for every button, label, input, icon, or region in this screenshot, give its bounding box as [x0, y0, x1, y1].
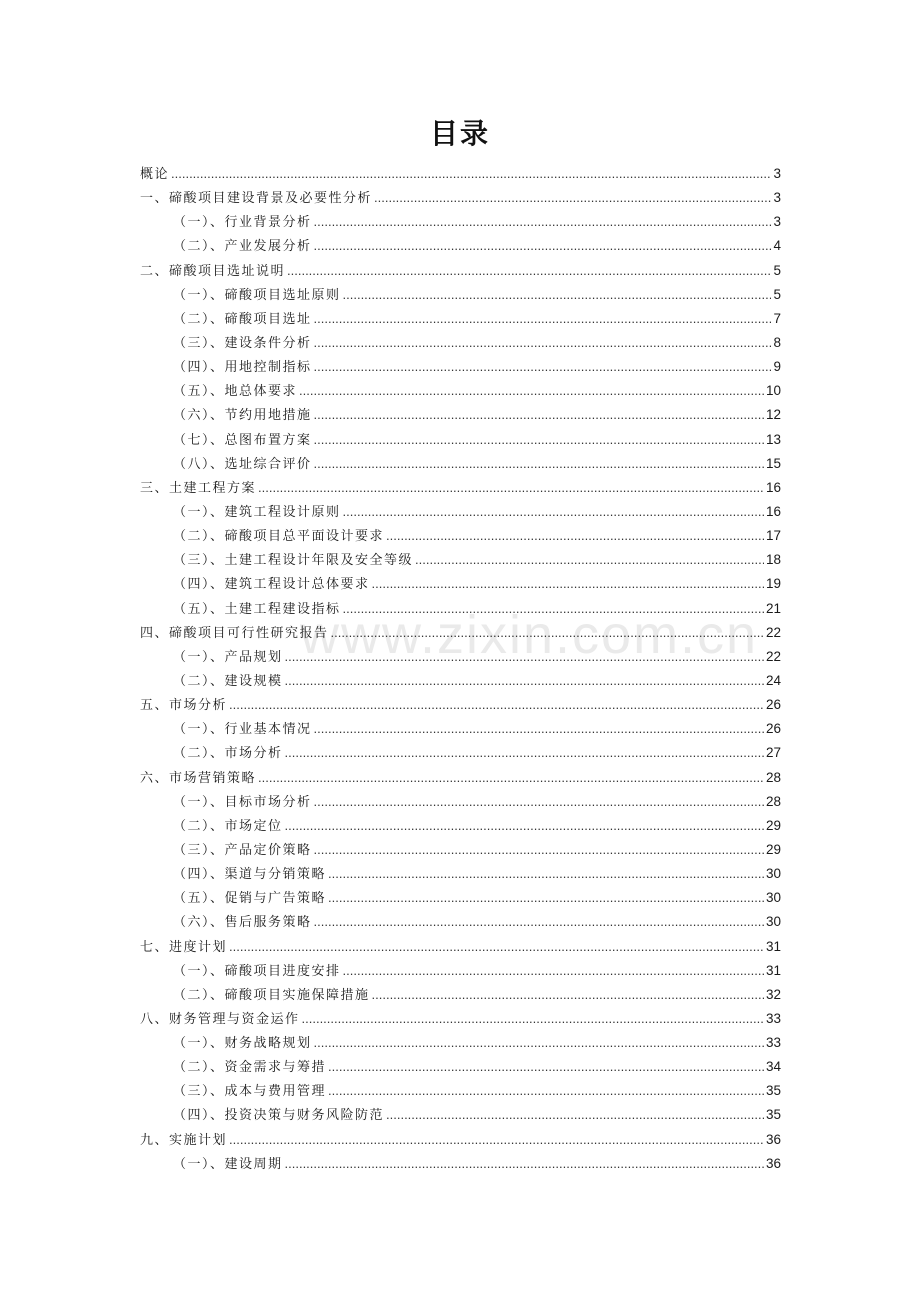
toc-section-entry[interactable] [140, 162, 781, 186]
toc-entry-label: （四）、建筑工程设计总体要求 [173, 577, 370, 593]
toc-section-entry[interactable] [140, 186, 781, 210]
toc-page-number: 8 [773, 334, 781, 350]
toc-subsection-entry[interactable] [140, 645, 781, 669]
toc-page-number: 30 [765, 866, 781, 882]
toc-page-number: 36 [765, 1155, 781, 1171]
toc-entry-label: （六）、售后服务策略 [173, 915, 312, 931]
toc-dot-leader [314, 717, 764, 741]
toc-section-entry[interactable] [140, 476, 781, 500]
toc-entry-label: （一）、碲酸项目进度安排 [173, 963, 341, 979]
toc-subsection-entry[interactable] [140, 331, 781, 355]
toc-page-number: 3 [773, 190, 781, 206]
toc-dot-leader [343, 500, 764, 524]
toc-page-number: 29 [765, 841, 781, 857]
table-of-contents [140, 162, 781, 1176]
toc-subsection-entry[interactable] [140, 428, 781, 452]
toc-subsection-entry[interactable] [140, 959, 781, 983]
toc-subsection-entry[interactable] [140, 886, 781, 910]
toc-dot-leader [415, 548, 764, 572]
toc-dot-leader [285, 669, 764, 693]
toc-entry-label: 七、进度计划 [140, 939, 228, 955]
toc-dot-leader [374, 186, 771, 210]
toc-page-number: 21 [765, 600, 781, 616]
toc-dot-leader [314, 838, 764, 862]
toc-dot-leader [229, 1128, 764, 1152]
toc-entry-label: （二）、碲酸项目实施保障措施 [173, 987, 370, 1003]
toc-page-number: 31 [765, 938, 781, 954]
toc-dot-leader [314, 307, 772, 331]
toc-page-number: 13 [765, 431, 781, 447]
toc-entry-label: （二）、产业发展分析 [173, 239, 312, 255]
toc-subsection-entry[interactable] [140, 838, 781, 862]
toc-page-number: 35 [765, 1083, 781, 1099]
toc-entry-label: （五）、地总体要求 [173, 384, 298, 400]
toc-dot-leader [328, 886, 764, 910]
toc-subsection-entry[interactable] [140, 814, 781, 838]
toc-entry-label: 八、财务管理与资金运作 [140, 1011, 300, 1027]
toc-dot-leader [343, 959, 764, 983]
toc-entry-label: （四）、用地控制指标 [173, 360, 312, 376]
toc-section-entry[interactable] [140, 621, 781, 645]
toc-subsection-entry[interactable] [140, 548, 781, 572]
toc-page-number: 28 [765, 793, 781, 809]
toc-dot-leader [314, 790, 764, 814]
toc-entry-label: （二）、碲酸项目选址 [173, 311, 312, 327]
toc-subsection-entry[interactable] [140, 983, 781, 1007]
toc-section-entry[interactable] [140, 259, 781, 283]
toc-dot-leader [314, 331, 772, 355]
toc-subsection-entry[interactable] [140, 283, 781, 307]
toc-dot-leader [372, 572, 764, 596]
toc-page-number: 9 [773, 359, 781, 375]
toc-entry-label: 九、实施计划 [140, 1132, 228, 1148]
toc-page-number: 33 [765, 1035, 781, 1051]
toc-page-number: 18 [765, 552, 781, 568]
toc-subsection-entry[interactable] [140, 790, 781, 814]
toc-entry-label: （三）、土建工程设计年限及安全等级 [173, 553, 414, 569]
toc-entry-label: （一）、行业基本情况 [173, 722, 312, 738]
toc-dot-leader [314, 452, 764, 476]
toc-subsection-entry[interactable] [140, 717, 781, 741]
toc-page-number: 29 [765, 817, 781, 833]
toc-dot-leader [314, 910, 764, 934]
toc-dot-leader [285, 741, 764, 765]
toc-dot-leader [229, 935, 764, 959]
toc-subsection-entry[interactable] [140, 1079, 781, 1103]
toc-dot-leader [258, 476, 764, 500]
toc-entry-label: （一）、建筑工程设计原则 [173, 504, 341, 520]
toc-dot-leader [331, 621, 764, 645]
watermark: www.zixin.com.cn [300, 605, 759, 665]
toc-subsection-entry[interactable] [140, 524, 781, 548]
toc-page-number: 16 [765, 479, 781, 495]
toc-entry-label: 六、市场营销策略 [140, 770, 257, 786]
toc-subsection-entry[interactable] [140, 355, 781, 379]
toc-subsection-entry[interactable] [140, 669, 781, 693]
toc-entry-label: （七）、总图布置方案 [173, 432, 312, 448]
toc-dot-leader [386, 1103, 764, 1127]
toc-entry-label: （二）、建设规模 [173, 673, 283, 689]
toc-page-number: 7 [773, 310, 781, 326]
toc-dot-leader [328, 1079, 764, 1103]
toc-section-entry[interactable] [140, 766, 781, 790]
toc-page-number: 19 [765, 576, 781, 592]
toc-entry-label: 二、碲酸项目选址说明 [140, 263, 286, 279]
toc-dot-leader [314, 1031, 764, 1055]
toc-subsection-entry[interactable] [140, 597, 781, 621]
toc-entry-label: （一）、碲酸项目选址原则 [173, 287, 341, 303]
toc-entry-label: （二）、市场分析 [173, 746, 283, 762]
toc-entry-label: （一）、建设周期 [173, 1156, 283, 1172]
toc-dot-leader [285, 1152, 764, 1176]
toc-subsection-entry[interactable] [140, 741, 781, 765]
toc-subsection-entry[interactable] [140, 1103, 781, 1127]
toc-subsection-entry[interactable] [140, 210, 781, 234]
toc-dot-leader [285, 645, 764, 669]
toc-entry-label: 五、市场分析 [140, 698, 228, 714]
toc-dot-leader [386, 524, 764, 548]
toc-entry-label: （八）、选址综合评价 [173, 456, 312, 472]
toc-page-number: 34 [765, 1059, 781, 1075]
toc-subsection-entry[interactable] [140, 307, 781, 331]
toc-page-number: 30 [765, 890, 781, 906]
toc-page-number: 35 [765, 1107, 781, 1123]
toc-entry-label: 一、碲酸项目建设背景及必要性分析 [140, 191, 373, 207]
toc-entry-label: 三、土建工程方案 [140, 480, 257, 496]
toc-entry-label: （五）、促销与广告策略 [173, 891, 327, 907]
toc-subsection-entry[interactable] [140, 500, 781, 524]
toc-page-number: 28 [765, 769, 781, 785]
toc-page-number: 16 [765, 503, 781, 519]
toc-dot-leader [372, 983, 764, 1007]
toc-page-number: 22 [765, 648, 781, 664]
toc-dot-leader [314, 428, 764, 452]
toc-entry-label: （一）、产品规划 [173, 649, 283, 665]
toc-entry-label: （六）、节约用地措施 [173, 408, 312, 424]
toc-page-number: 12 [765, 407, 781, 423]
toc-dot-leader [314, 355, 772, 379]
toc-section-entry[interactable] [140, 935, 781, 959]
toc-page-number: 30 [765, 914, 781, 930]
toc-dot-leader [285, 814, 764, 838]
toc-entry-label: （三）、建设条件分析 [173, 335, 312, 351]
toc-dot-leader [343, 283, 772, 307]
toc-page-number: 26 [765, 721, 781, 737]
toc-subsection-entry[interactable] [140, 379, 781, 403]
toc-dot-leader [328, 1055, 764, 1079]
toc-subsection-entry[interactable] [140, 403, 781, 427]
toc-dot-leader [314, 210, 772, 234]
toc-dot-leader [299, 379, 764, 403]
toc-page-number: 5 [773, 286, 781, 302]
toc-entry-label: （二）、市场定位 [173, 818, 283, 834]
toc-dot-leader [328, 862, 764, 886]
toc-entry-label: （二）、资金需求与筹措 [173, 1060, 327, 1076]
toc-page-number: 15 [765, 455, 781, 471]
toc-page-number: 3 [773, 166, 781, 181]
toc-subsection-entry[interactable] [140, 1152, 781, 1176]
toc-page-number: 4 [773, 238, 781, 254]
toc-page-number: 22 [765, 624, 781, 640]
toc-page-number: 33 [765, 1010, 781, 1026]
toc-page-number: 26 [765, 697, 781, 713]
toc-entry-label: （一）、目标市场分析 [173, 794, 312, 810]
toc-section-entry[interactable] [140, 1128, 781, 1152]
toc-subsection-entry[interactable] [140, 862, 781, 886]
toc-dot-leader [302, 1007, 764, 1031]
toc-dot-leader [314, 234, 772, 258]
toc-dot-leader [343, 597, 764, 621]
toc-subsection-entry[interactable] [140, 572, 781, 596]
toc-section-entry[interactable] [140, 1007, 781, 1031]
toc-entry-label: 概论 [140, 167, 170, 182]
toc-entry-label: （三）、产品定价策略 [173, 842, 312, 858]
toc-entry-label: 四、碲酸项目可行性研究报告 [140, 625, 329, 641]
toc-page-number: 32 [765, 986, 781, 1002]
toc-entry-label: （三）、成本与费用管理 [173, 1084, 327, 1100]
toc-dot-leader [258, 766, 764, 790]
toc-page-number: 5 [773, 262, 781, 278]
toc-subsection-entry[interactable] [140, 1031, 781, 1055]
toc-page-number: 17 [765, 528, 781, 544]
toc-page-number: 27 [765, 745, 781, 761]
toc-entry-label: （五）、土建工程建设指标 [173, 601, 341, 617]
toc-section-entry[interactable] [140, 693, 781, 717]
toc-page-number: 3 [773, 214, 781, 230]
toc-subsection-entry[interactable] [140, 452, 781, 476]
toc-page-number: 24 [765, 672, 781, 688]
toc-entry-label: （四）、投资决策与财务风险防范 [173, 1108, 385, 1124]
toc-entry-label: （一）、行业背景分析 [173, 215, 312, 231]
toc-page-number: 10 [765, 383, 781, 399]
toc-page-number: 31 [765, 962, 781, 978]
toc-entry-label: （一）、财务战略规划 [173, 1036, 312, 1052]
toc-page-number: 36 [765, 1131, 781, 1147]
toc-subsection-entry[interactable] [140, 910, 781, 934]
toc-dot-leader [314, 403, 764, 427]
toc-entry-label: （四）、渠道与分销策略 [173, 867, 327, 883]
toc-subsection-entry[interactable] [140, 1055, 781, 1079]
toc-dot-leader [171, 162, 771, 186]
toc-dot-leader [229, 693, 764, 717]
toc-subsection-entry[interactable] [140, 234, 781, 258]
toc-title: 目录 [429, 117, 490, 150]
toc-dot-leader [287, 259, 771, 283]
toc-entry-label: （二）、碲酸项目总平面设计要求 [173, 529, 385, 545]
